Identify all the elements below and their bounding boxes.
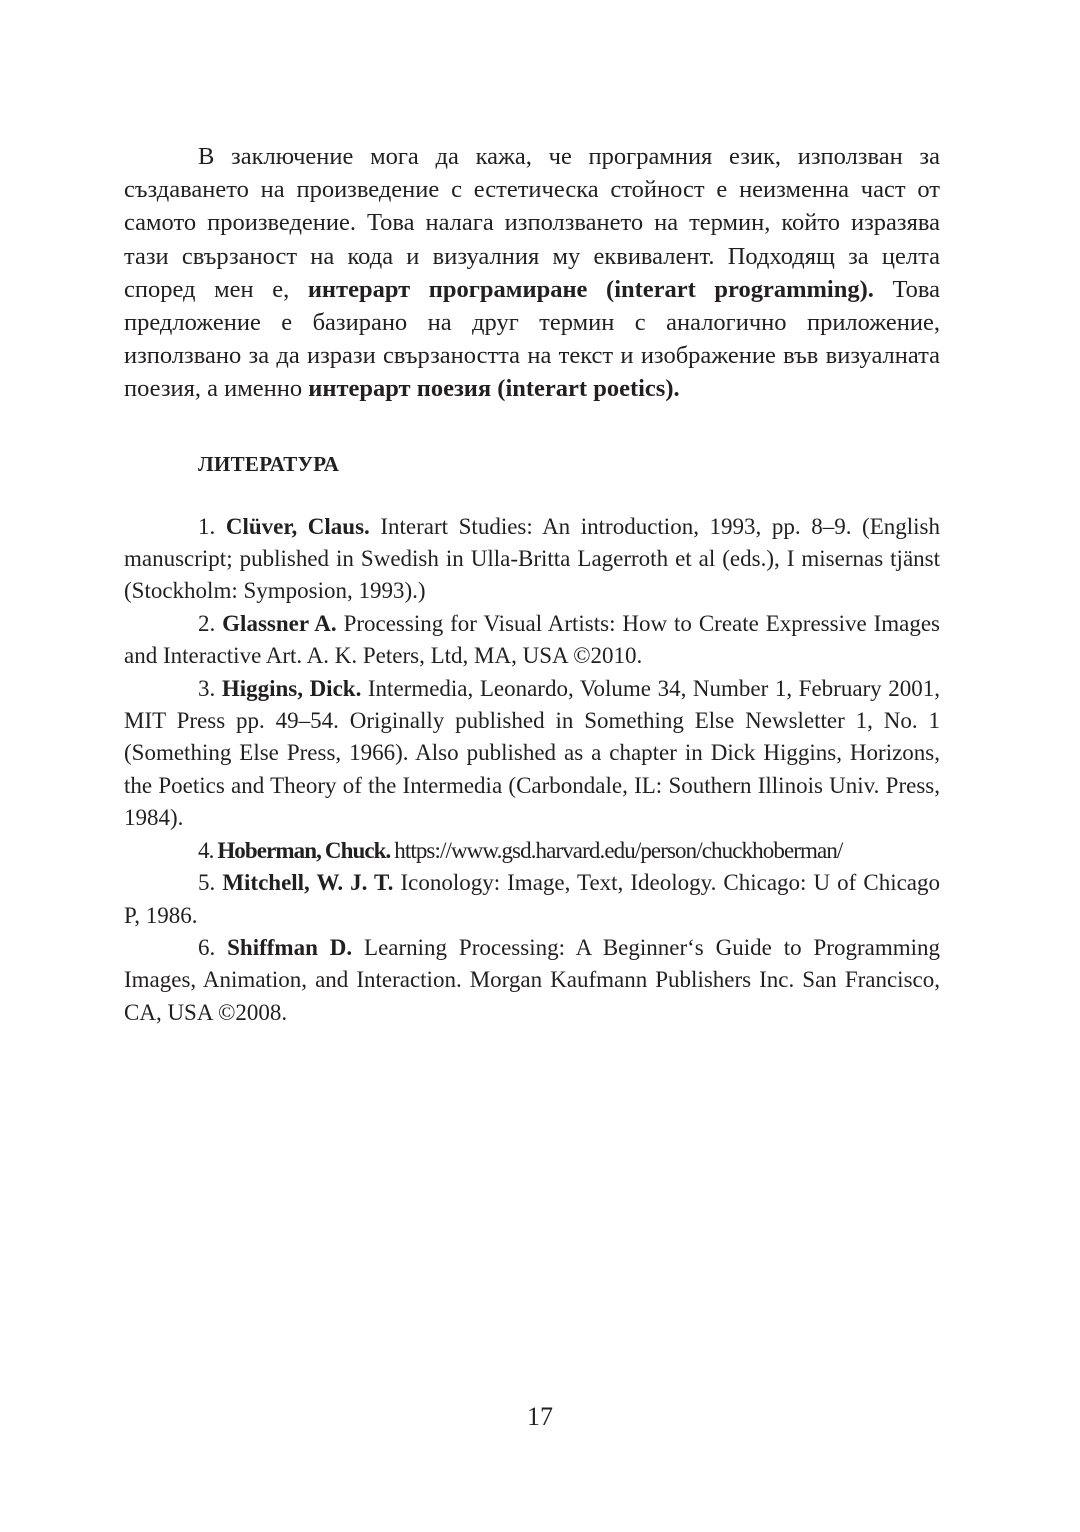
term-interart-programming: интерарт програмиране (interart programming). (307, 275, 874, 303)
reference-text: Iconology: Image, Text, Ideology. Chicago: U of Chicago P, 1986. (124, 870, 941, 928)
conclusion-paragraph (124, 140, 940, 406)
paragraph-text: В заключение мога да кажа, че програмния език, използван за създаването на произведение с естетическа стойност е неизменна част от самото произведение. Това налага използването на термин, който изразява тази свързаност на кода и визуалния му еквивалент. Подходящ за целта според мен е, (124, 143, 940, 303)
reference-number: 3. (198, 675, 222, 701)
reference-author: Hoberman, Chuck. (217, 837, 391, 863)
reference-author: Clüver, Claus. (225, 513, 370, 539)
reference-item (124, 511, 940, 608)
term-interart-poetics: интерарт поезия (interart poetics). (308, 375, 680, 403)
reference-author: Glassner A. (222, 610, 337, 636)
reference-item (124, 608, 940, 673)
reference-item (124, 867, 940, 932)
reference-number: 4. (198, 837, 218, 863)
reference-number: 5. (198, 870, 223, 896)
reference-number: 2. (198, 610, 223, 636)
reference-number: 6. (198, 934, 228, 960)
reference-item (124, 932, 940, 1029)
reference-author: Shiffman D. (227, 934, 353, 960)
references-heading: ЛИТЕРАТУРА (198, 451, 340, 476)
reference-item (124, 835, 940, 867)
paragraph-text: Това предложение е базирано на друг термин с аналогично приложение, използвано за да изрази свързаността на текст и изображение във визуалната поезия, а именно (124, 275, 941, 403)
reference-text: Learning Processing: A Beginner‘s Guide to Programming Images, Animation, and Interaction. Morgan Kaufmann Publishers Inc. San Francisco, CA, USA ©2008. (124, 934, 940, 1025)
reference-author: Higgins, Dick. (221, 675, 362, 701)
page-content (124, 140, 940, 1029)
reference-list (124, 511, 940, 1030)
reference-text: Interart Studies: An introduction, 1993, pp. 8–9. (English manuscript; published in Swedish in Ulla-Britta Lagerroth et al (eds.), I misernas tjänst (Stockholm: Symposion, 1993).) (124, 513, 940, 604)
reference-number: 1. (198, 513, 226, 539)
reference-author: Mitchell, W. J. T. (222, 870, 394, 896)
reference-text: Processing for Visual Artists: How to Create Expressive Images and Interactive Art. A. K. Peters, Ltd, MA, USA ©2010. (124, 610, 941, 669)
reference-item (124, 673, 940, 835)
reference-url[interactable]: https://www.gsd.harvard.edu/person/chuckhoberman/ (390, 837, 843, 863)
reference-text: Intermedia, Leonardo, Volume 34, Number 1, February 2001, MIT Press pp. 49–54. Originally published in Something Else Newsletter 1, No. 1 (Something Else Press, 1966). Also published as a chapter in Dick Higgins, Horizons, the Poetics and Theory of the Intermedia (Carbondale, IL: Southern Illinois Univ. Press, 1984). (124, 675, 941, 831)
page-number: 17 (527, 1402, 553, 1431)
